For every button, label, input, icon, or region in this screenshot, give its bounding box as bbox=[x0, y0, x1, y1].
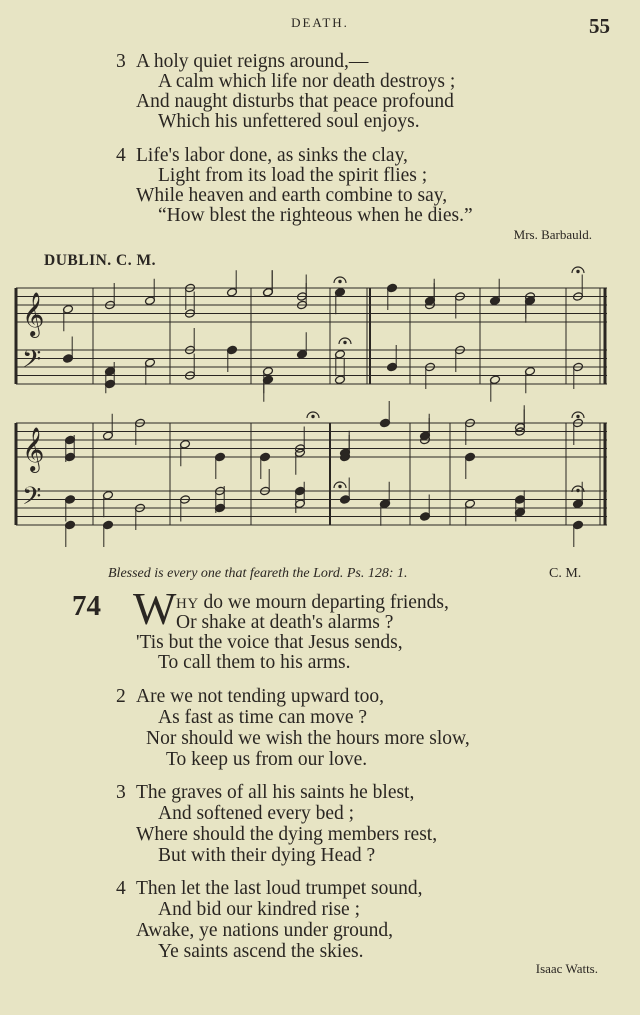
verse-line: Life's labor done, as sinks the clay, bbox=[136, 145, 408, 166]
hymn-number: 74 bbox=[72, 590, 101, 622]
verse-line: Or shake at death's alarms ? bbox=[176, 612, 394, 633]
verse-number: 3 bbox=[116, 51, 126, 72]
verse-line: As fast as time can move ? bbox=[158, 707, 368, 728]
small-caps-word: HY bbox=[176, 596, 199, 612]
fermata-dot bbox=[577, 415, 579, 417]
verse-line: 'Tis but the voice that Jesus sends, bbox=[136, 632, 403, 653]
verse-line: Which his unfettered soul enjoys. bbox=[158, 111, 420, 132]
running-header: DEATH. bbox=[291, 15, 349, 30]
verse-line: Light from its load the spirit flies ; bbox=[158, 165, 428, 186]
verse-line: Are we not tending upward too, bbox=[136, 686, 385, 707]
fermata-dot bbox=[312, 415, 314, 417]
verse-line: Nor should we wish the hours more slow, bbox=[146, 728, 470, 749]
verse-line: Awake, ye nations under ground, bbox=[136, 920, 394, 941]
verse-line: A calm which life nor death destroys ; bbox=[158, 71, 456, 92]
treble-clef-icon: 𝄞 bbox=[22, 292, 45, 336]
verse-line: To call them to his arms. bbox=[158, 652, 351, 673]
verse-number: 2 bbox=[116, 686, 126, 707]
verse-line: “How blest the righteous when he dies.” bbox=[158, 205, 473, 226]
bass-clef-icon: 𝄢 bbox=[22, 482, 42, 517]
verse-number: 3 bbox=[116, 782, 126, 803]
fermata-dot bbox=[577, 489, 579, 491]
bass-clef-icon: 𝄢 bbox=[22, 345, 42, 380]
verse-line: Ye saints ascend the skies. bbox=[158, 941, 364, 962]
page-number: 55 bbox=[589, 14, 610, 38]
verse-number: 4 bbox=[116, 878, 126, 899]
treble-clef-icon: 𝄞 bbox=[22, 427, 45, 471]
scripture-reference: Blessed is every one that feareth the Lord. Ps. 128: 1. bbox=[108, 566, 408, 581]
verse-line: But with their dying Head ? bbox=[158, 845, 376, 866]
verse-line: And bid our kindred rise ; bbox=[158, 899, 361, 920]
verse-line: Where should the dying members rest, bbox=[136, 824, 438, 845]
author-attribution: Isaac Watts. bbox=[535, 961, 598, 976]
verse-line: do we mourn departing friends, bbox=[198, 592, 449, 613]
fermata-dot bbox=[339, 485, 341, 487]
meter-label: C. M. bbox=[549, 566, 582, 581]
verse-line: Then let the last loud trumpet sound, bbox=[136, 878, 423, 899]
fermata-dot bbox=[344, 341, 346, 343]
tune-name: DUBLIN. C. M. bbox=[44, 252, 156, 269]
fermata-dot bbox=[339, 280, 341, 282]
verse-line: A holy quiet reigns around,— bbox=[136, 51, 369, 72]
verse-line: The graves of all his saints he blest, bbox=[136, 782, 415, 803]
verse-line: And naught disturbs that peace profound bbox=[136, 91, 454, 112]
author-attribution: Mrs. Barbauld. bbox=[513, 227, 592, 242]
drop-cap: W bbox=[133, 583, 177, 634]
verse-line: And softened every bed ; bbox=[158, 803, 355, 824]
verse-line: While heaven and earth combine to say, bbox=[136, 185, 448, 206]
verse-number: 4 bbox=[116, 145, 126, 166]
fermata-dot bbox=[577, 270, 579, 272]
verse-line: To keep us from our love. bbox=[166, 749, 368, 770]
